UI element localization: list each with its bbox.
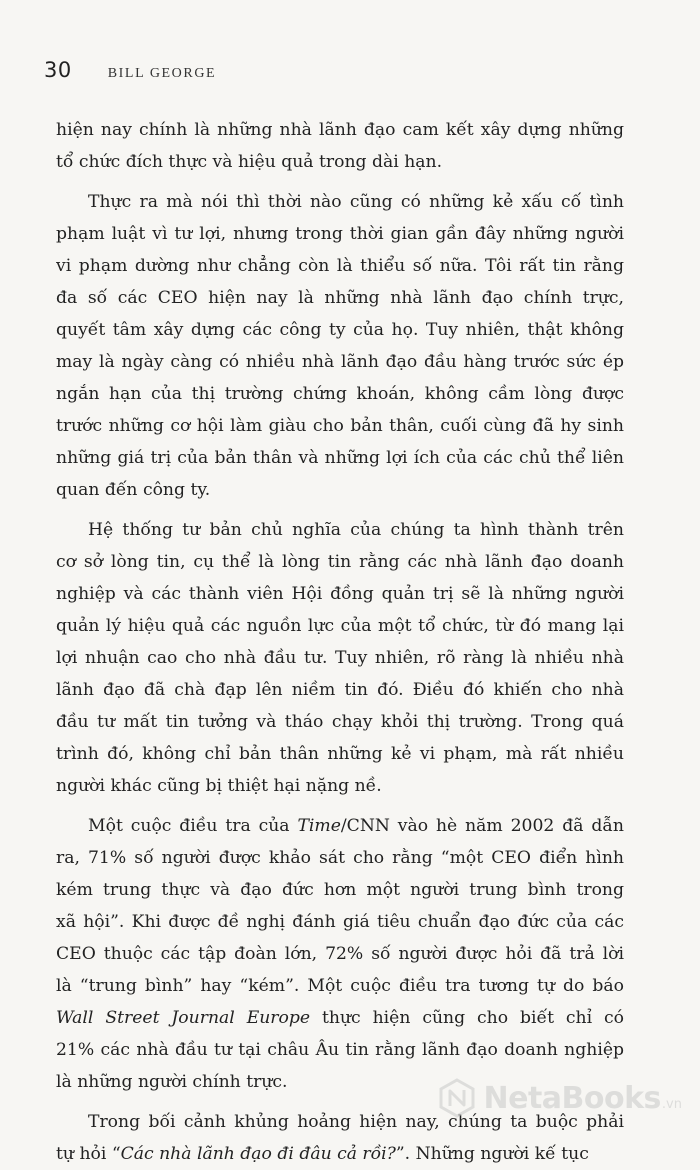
text-line: hiện nay chính là những nhà lãnh đạo cam kết xây dựng những — [56, 120, 624, 140]
page-number: 30 — [44, 58, 72, 82]
paragraph — [56, 186, 624, 506]
text-line: xã hội”. Khi được đề nghị đánh giá tiêu chuẩn đạo đức của các — [56, 912, 624, 932]
text-line: tổ chức đích thực và hiệu quả trong dài hạn. — [56, 152, 443, 172]
text-line: đa số các CEO hiện nay là những nhà lãnh đạo chính trực, — [56, 288, 624, 308]
text-line: trình đó, không chỉ bản thân những kẻ vi phạm, mà rất nhiều — [56, 744, 624, 764]
text-line: là “trung bình” hay “kém”. Một cuộc điều tra tương tự do báo — [56, 976, 624, 996]
text-line: quyết tâm xây dựng các công ty của họ. Tuy nhiên, thật không — [56, 320, 624, 340]
paragraph — [56, 514, 624, 802]
text-line: ra, 71% số người được khảo sát cho rằng “một CEO điển hình — [56, 848, 624, 868]
text-line: quan đến công ty. — [56, 480, 211, 500]
text-line: Hệ thống tư bản chủ nghĩa của chúng ta hình thành trên — [88, 520, 624, 540]
text-line: quản lý hiệu quả các nguồn lực của một tổ chức, từ đó mang lại — [56, 616, 624, 636]
text-line: Thực ra mà nói thì thời nào cũng có những kẻ xấu cố tình — [88, 192, 624, 212]
body-text — [56, 114, 624, 1170]
text-line: 21% các nhà đầu tư tại châu Âu tin rằng lãnh đạo doanh nghiệp — [56, 1040, 624, 1060]
text-line: ngắn hạn của thị trường chứng khoán, không cầm lòng được — [56, 384, 624, 404]
text-line: phạm luật vì tư lợi, nhưng trong thời gian gần đây những người — [56, 224, 624, 244]
text-line: CEO thuộc các tập đoàn lớn, 72% số người được hỏi đã trả lời — [56, 944, 624, 964]
text-line: Trong bối cảnh khủng hoảng hiện nay, chúng ta buộc phải — [88, 1112, 624, 1132]
paragraph — [56, 114, 624, 178]
watermark — [437, 1078, 682, 1118]
text-line: kém trung thực và đạo đức hơn một người trung bình trong — [56, 880, 624, 900]
text-line: những giá trị của bản thân và những lợi ích của các chủ thể liên — [56, 448, 624, 468]
text-line: nghiệp và các thành viên Hội đồng quản trị sẽ là những người — [56, 584, 624, 604]
text-line: may là ngày càng có nhiều nhà lãnh đạo đầu hàng trước sức ép — [56, 352, 624, 372]
text-line: lợi nhuận cao cho nhà đầu tư. Tuy nhiên, rõ ràng là nhiều nhà — [56, 648, 624, 668]
netabooks-logo-icon — [437, 1078, 477, 1118]
watermark-suffix: .vn — [661, 1097, 682, 1112]
text-line: vi phạm dường như chẳng còn là thiểu số nữa. Tôi rất tin rằng — [56, 256, 624, 276]
text-line: trước những cơ hội làm giàu cho bản thân, cuối cùng đã hy sinh — [56, 416, 624, 436]
running-head — [44, 58, 216, 82]
text-line: là những người chính trực. — [56, 1072, 288, 1092]
text-line: Wall Street Journal Europe thực hiện cũng cho biết chỉ có — [56, 1008, 624, 1028]
paragraph — [56, 810, 624, 1098]
text-line: Một cuộc điều tra của Time/CNN vào hè năm 2002 đã dẫn — [88, 816, 624, 836]
running-head-author: BILL GEORGE — [107, 66, 217, 81]
watermark-text: NetaBooks — [483, 1080, 661, 1116]
text-line: đầu tư mất tin tưởng và tháo chạy khỏi thị trường. Trong quá — [56, 712, 624, 732]
text-line: lãnh đạo đã chà đạp lên niềm tin đó. Điều đó khiến cho nhà — [56, 680, 624, 700]
text-line: cơ sở lòng tin, cụ thể là lòng tin rằng các nhà lãnh đạo doanh — [56, 552, 624, 572]
text-line: tự hỏi “Các nhà lãnh đạo đi đâu cả rồi?”. Những người kế tục — [56, 1144, 589, 1164]
text-line: người khác cũng bị thiệt hại nặng nề. — [56, 776, 382, 796]
